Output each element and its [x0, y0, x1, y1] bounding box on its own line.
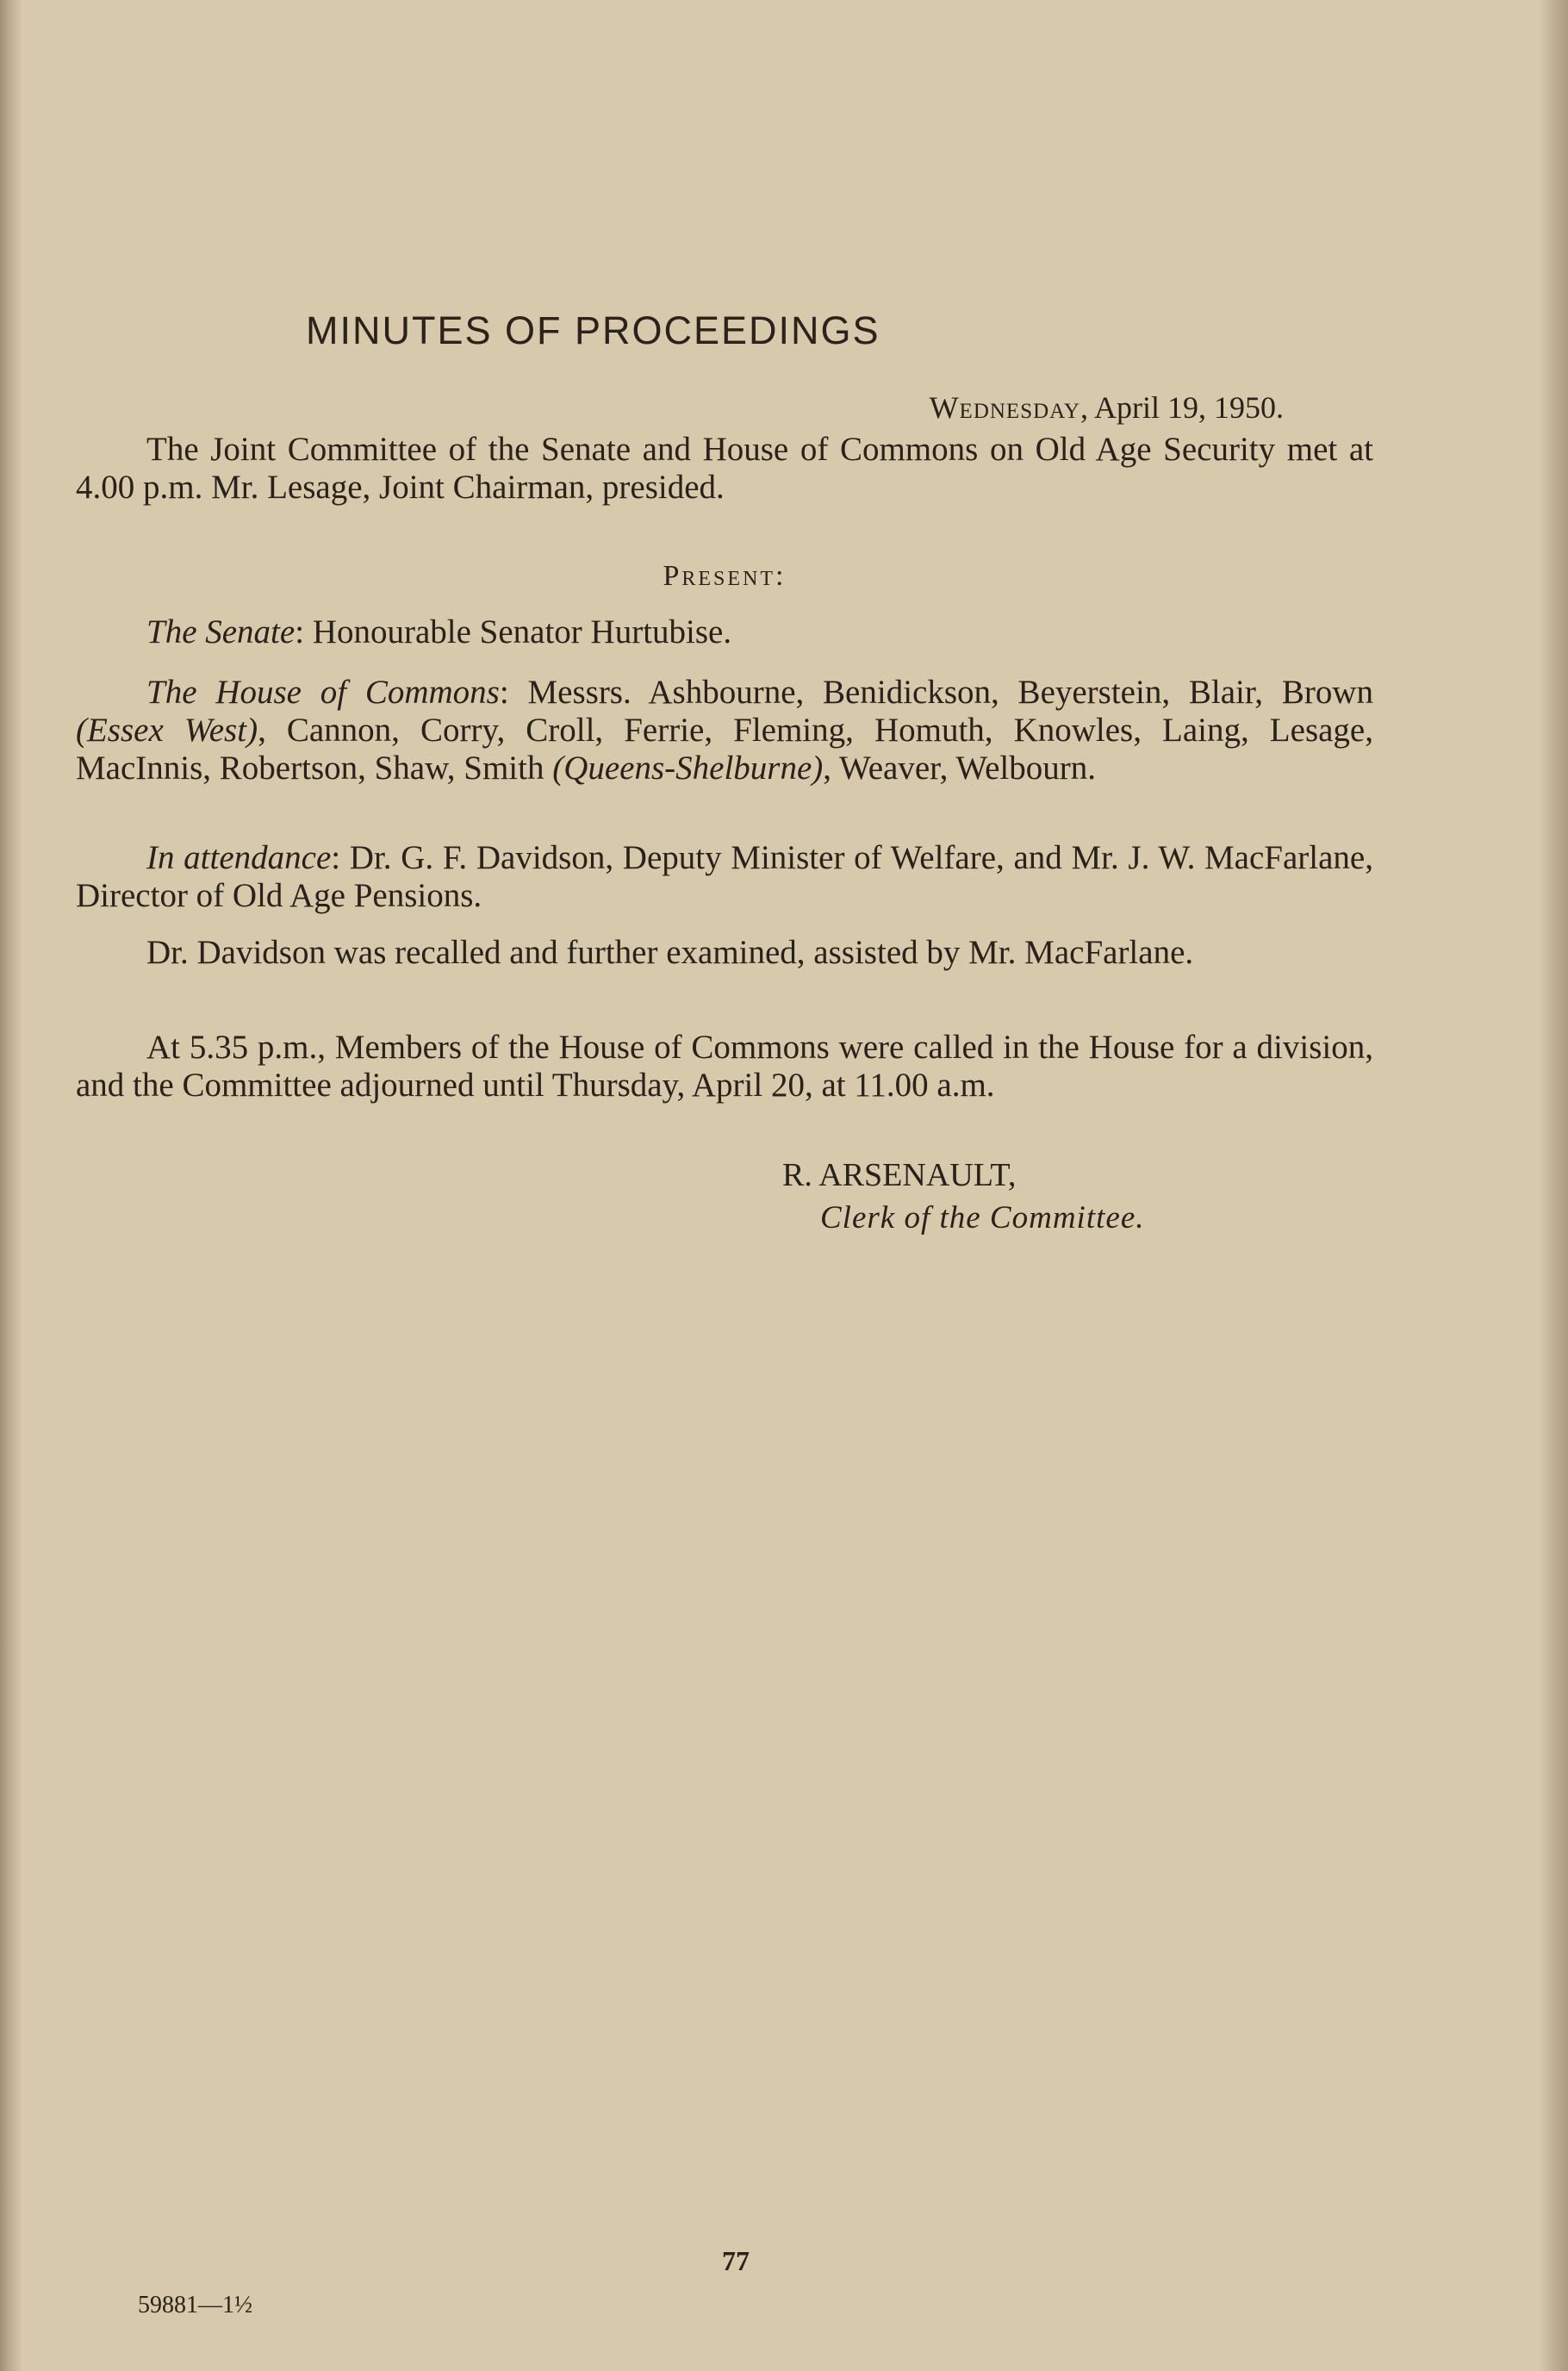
commons-members-3: , Weaver, Welbourn. [823, 750, 1096, 787]
commons-label: The House of Commons [146, 674, 500, 711]
attendance-label: In attendance [146, 839, 332, 876]
page-left-edge [0, 0, 22, 2371]
intro-paragraph: The Joint Committee of the Senate and House of Commons on Old Age Security met at 4.00 p.m. Mr. Lesage, Joint Chairman, presided. [76, 431, 1373, 506]
commons-members-2: , Cannon, Corry, Croll, Ferrie, Fleming, Homuth, Knowles, Laing, Lesage, MacInnis, Robertson, Shaw, Smith [76, 712, 1373, 787]
meeting-date-rest: , April 19, 1950. [1080, 390, 1284, 425]
examination-paragraph: Dr. Davidson was recalled and further examined, assisted by Mr. MacFarlane. [146, 934, 1194, 971]
page-title: MINUTES OF PROCEEDINGS [306, 308, 880, 352]
commons-members-1: : Messrs. Ashbourne, Benidickson, Beyerstein, Blair, Brown [499, 674, 1373, 711]
commons-paragraph [76, 674, 1373, 787]
signature-title: Clerk of the Committee. [820, 1200, 1145, 1235]
signature-name: R. ARSENAULT, [782, 1157, 1017, 1193]
senate-members: : Honourable Senator Hurtubise. [295, 613, 732, 650]
page-number: 77 [722, 2245, 750, 2276]
senate-paragraph [76, 613, 1373, 651]
meeting-date [930, 389, 1284, 426]
attendance-paragraph [76, 839, 1373, 915]
present-heading: Present: [663, 560, 787, 592]
meeting-weekday: Wednesday [929, 390, 1080, 425]
commons-riding-2: (Queens-Shelburne) [552, 750, 824, 787]
senate-label: The Senate [146, 613, 296, 650]
page-right-edge [1539, 0, 1568, 2371]
attendance-text: : Dr. G. F. Davidson, Deputy Minister of Welfare, and Mr. J. W. MacFarlane, Director of Old Age Pensions. [76, 839, 1373, 914]
commons-riding-1: (Essex West) [76, 712, 258, 749]
print-code: 59881—1½ [138, 2292, 252, 2318]
adjournment-paragraph: At 5.35 p.m., Members of the House of Commons were called in the House for a division, and the Committee adjourned until Thursday, April 20, at 11.00 a.m. [76, 1029, 1373, 1104]
